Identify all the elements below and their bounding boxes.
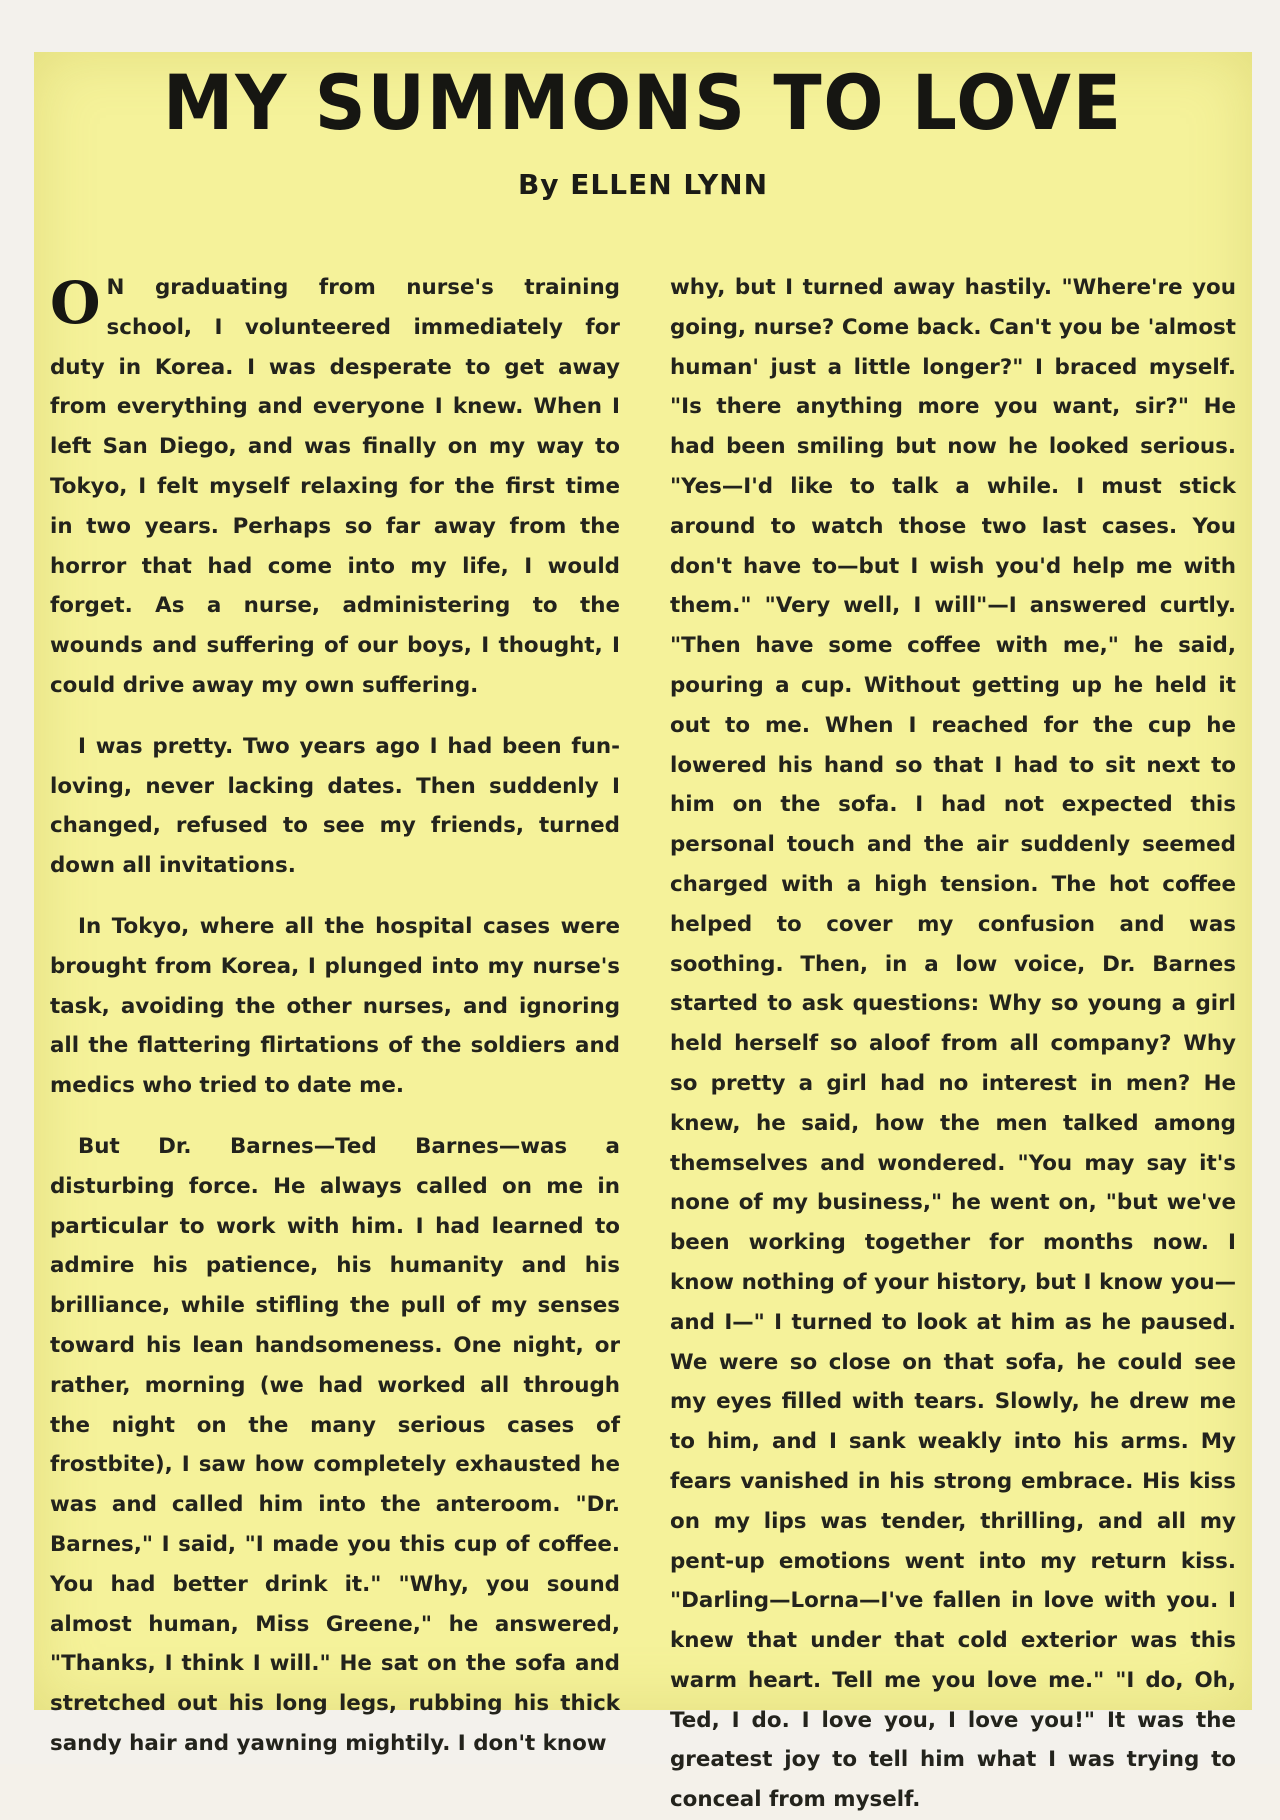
paragraph-1-text: N graduating from nurse's training school, I volunteered immediately for duty in Korea. I was desperate to get away from everything and everyone I knew. When I left San Diego, and was finally on my way to Tokyo, I felt myself relaxing for the first time in two years. Perhaps so far away from the horror that had come into my life, I would forget. As a nurse, administering to the wounds and suffering of our boys, I thought, I could drive away my own suffering.: [50, 275, 620, 698]
right-column: [670, 268, 1236, 1820]
paragraph-4: But Dr. Barnes—Ted Barnes—was a disturbing force. He always called on me in particular to work with him. I had learned to admire his patience, his humanity and his brilliance, while stifling the pull of my senses toward his lean handsomeness. One night, or rather, morning (we had worked all through the night on the many serious cases of frostbite), I saw how completely exhausted he was and called him into the anteroom. "Dr. Barnes," I said, "I made you this cup of coffee. You had better drink it." "Why, you sound almost human, Miss Greene," he answered, "Thanks, I think I will." He sat on the sofa and stretched out his long legs, rubbing his thick sandy hair and yawning mightily. I don't know: [50, 1133, 620, 1756]
left-column: [50, 268, 620, 1764]
paragraph-3: In Tokyo, where all the hospital cases were brought from Korea, I plunged into my nurse's task, avoiding the other nurses, and ignoring all the flattering flirtations of the soldiers and medics who tried to date me.: [50, 913, 620, 1099]
drop-cap: O: [50, 269, 101, 337]
article-byline: By ELLEN LYNN: [517, 168, 769, 201]
paragraph-1: [50, 268, 620, 706]
paragraph-4-continued: why, but I turned away hastily. "Where're you going, nurse? Come back. Can't you be 'almost human' just a little longer?" I braced myself. "Is there anything more you want, sir?" He had been smiling but now he looked serious. "Yes—I'd like to talk a while. I must stick around to watch those two last cases. You don't have to—but I wish you'd help me with them." "Very well, I will"—I answered curtly. "Then have some coffee with me," he said, pouring a cup. Without getting up he held it out to me. When I reached for the cup he lowered his hand so that I had to sit next to him on the sofa. I had not expected this personal touch and the air suddenly seemed charged with a high tension. The hot coffee helped to cover my confusion and was soothing. Then, in a low voice, Dr. Barnes started to ask questions: Why so young a girl held herself so aloof from all company? Why so pretty a girl had no interest in men? He knew, he said, how the men talked among themselves and wondered. "You may say it's none of my business," he went on, "but we've been working together for months now. I know nothing of your history, but I know you—and I—" I turned to look at him as he paused. We were so close on that sofa, he could see my eyes filled with tears. Slowly, he drew me to him, and I sank weakly into his arms. My fears vanished in his strong embrace. His kiss on my lips was tender, thrilling, and all my pent-up emotions went into my return kiss. "Darling—Lorna—I've fallen in love with you. I knew that under that cold exterior was this warm heart. Tell me you love me." "I do, Oh, Ted, I do. I love you, I love you!" It was the greatest joy to tell him what I was trying to conceal from myself.: [670, 275, 1236, 1813]
article-title: MY SUMMONS TO LOVE: [163, 58, 1123, 147]
paragraph-2: I was pretty. Two years ago I had been fun-loving, never lacking dates. Then suddenly I changed, refused to see my friends, turned down all invitations.: [50, 733, 620, 879]
